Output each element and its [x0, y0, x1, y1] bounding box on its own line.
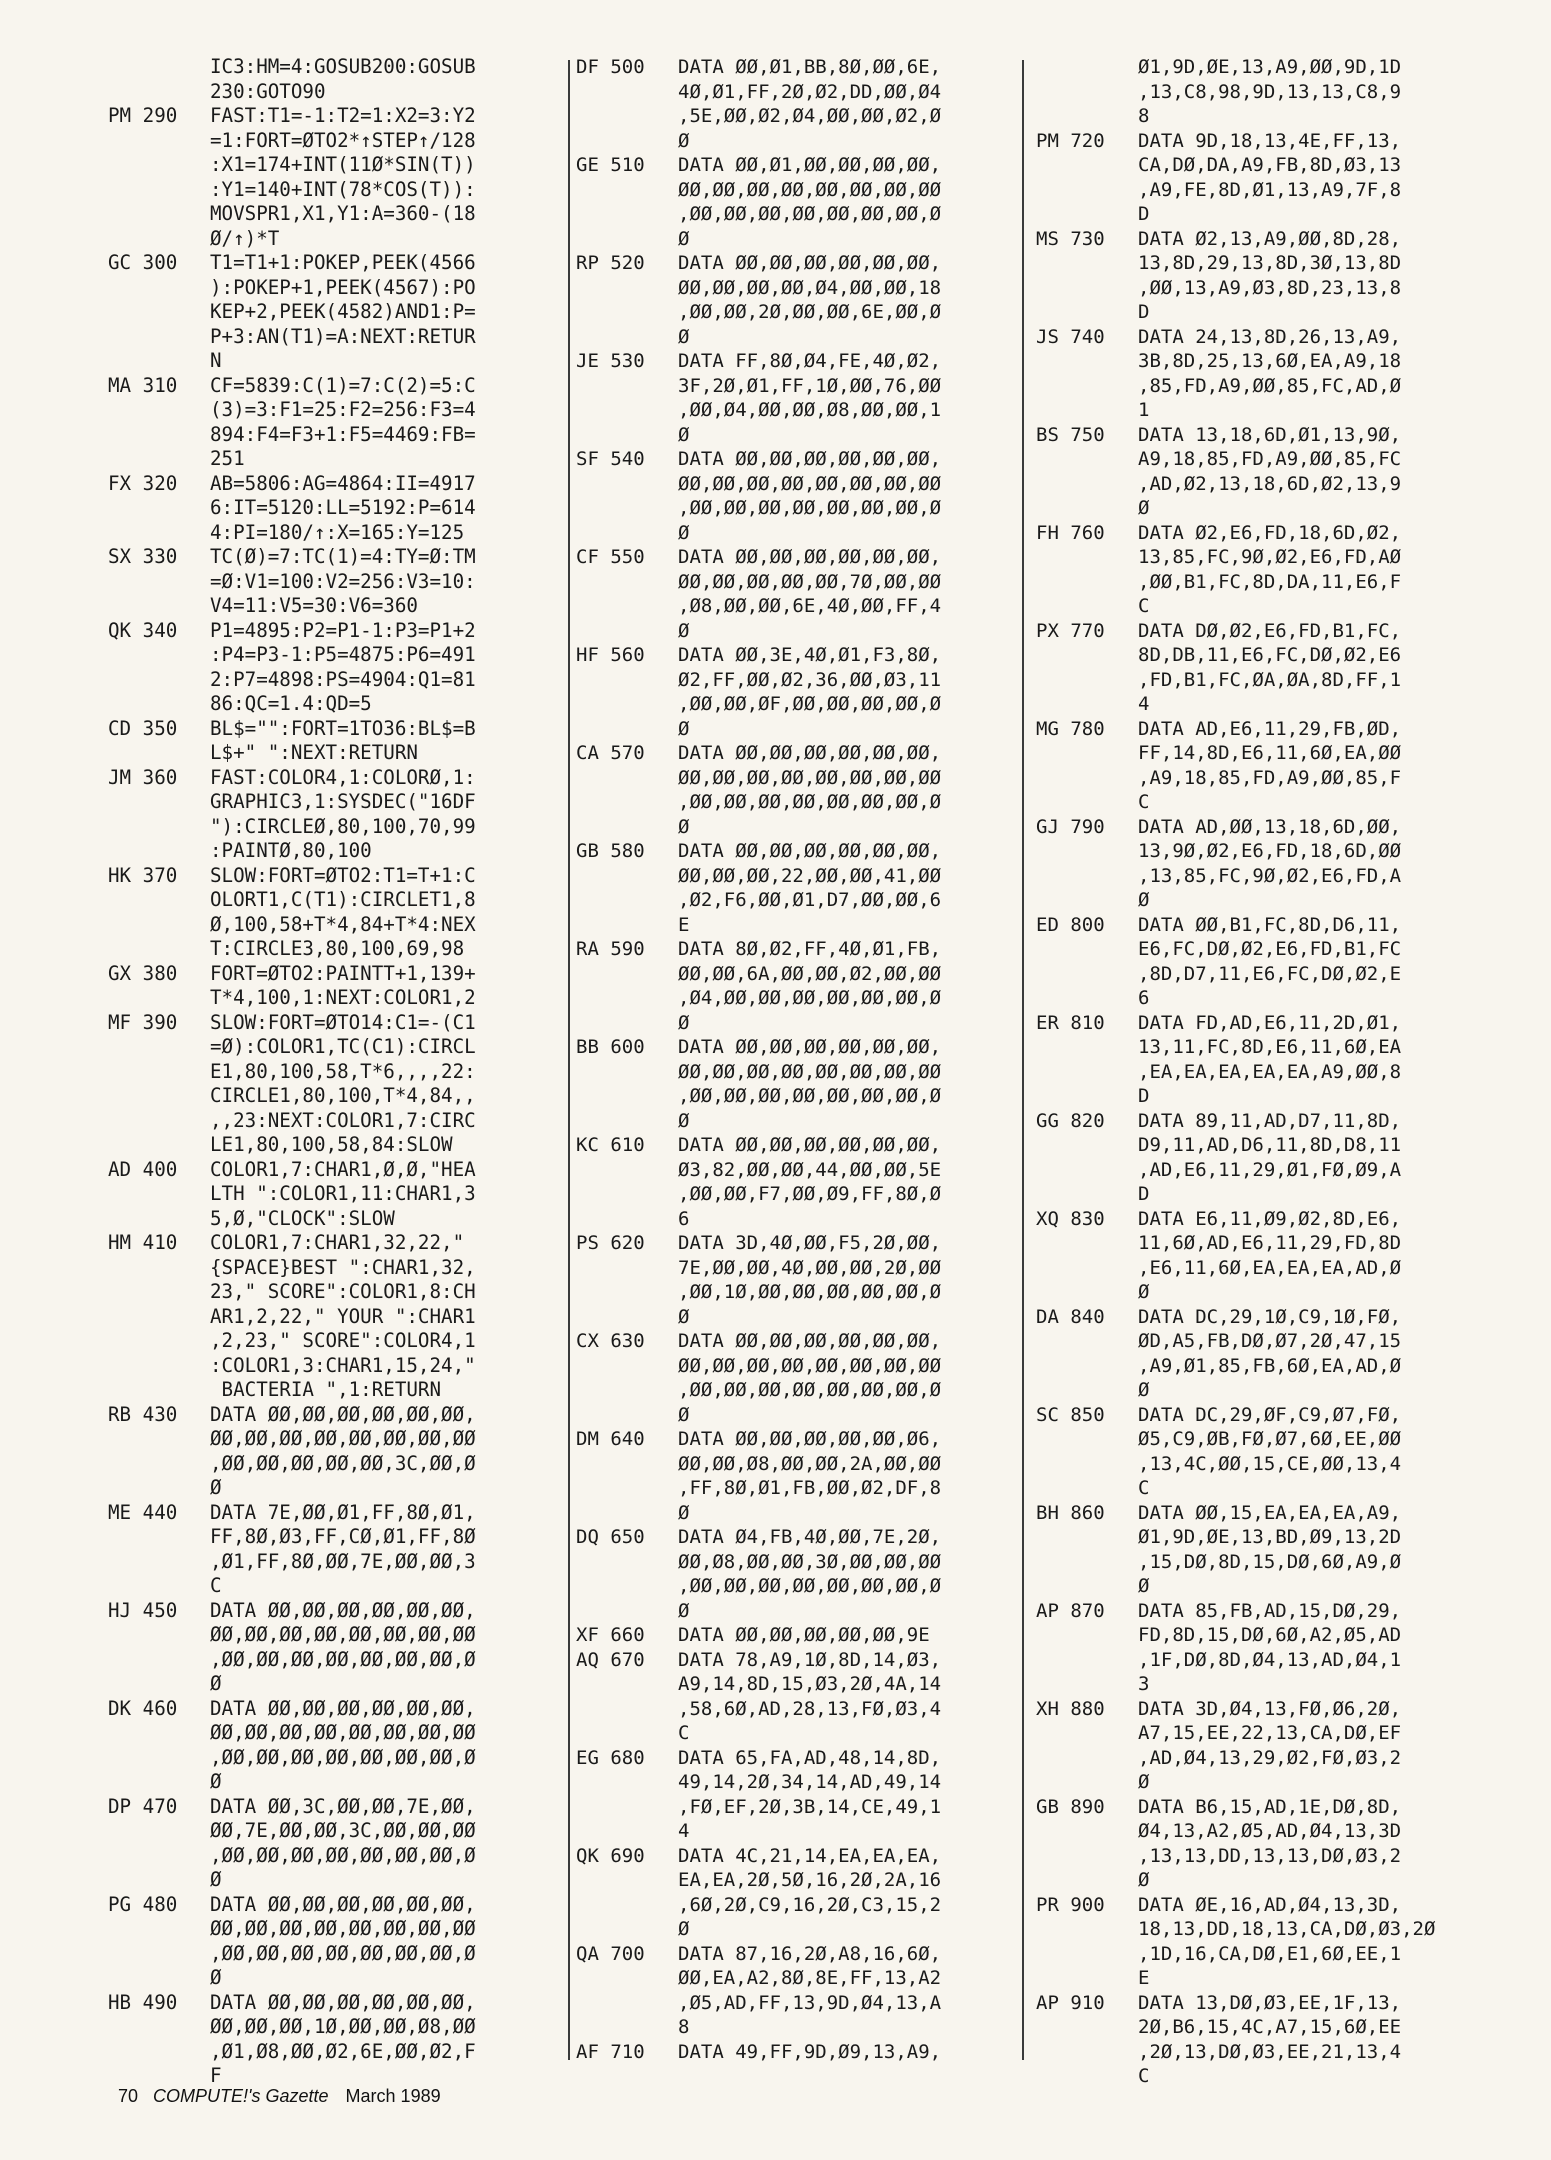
listing-code: DATA 13,18,6D,Ø1,13,9Ø, A9,18,85,FD,A9,ØØ,85,FC ,AD,Ø2,13,18,6D,Ø2,13,9 Ø [1138, 423, 1402, 519]
listing-code: P1=4895:P2=P1-1:P3=P1+2 :P4=P3-1:P5=4875:P6=491 2:P7=4898:PS=4904:Q1=81 86:QC=1.4:QD=5 [210, 618, 476, 715]
listing-line [108, 1501, 563, 1599]
checksum-line-label: PS 620 [576, 1232, 645, 1254]
listing-code: DATA 78,A9,1Ø,8D,14,Ø3, A9,14,8D,15,Ø3,2Ø,4A,14 ,58,6Ø,AD,28,13,FØ,Ø3,4 C [678, 1648, 942, 1744]
checksum-line-label: HK 370 [108, 863, 178, 887]
listing-code: BL$="":FORT=1TO36:BL$=B L$+" ":NEXT:RETURN [210, 716, 476, 764]
checksum-line-label: XF 660 [576, 1624, 645, 1646]
listing-code: DATA ØØ,ØØ,ØØ,ØØ,ØØ,Ø6, ØØ,ØØ,Ø8,ØØ,ØØ,2A,ØØ,ØØ ,FF,8Ø,Ø1,FB,ØØ,Ø2,DF,8 Ø [678, 1428, 942, 1524]
listing-line [1036, 1697, 1544, 1795]
listing-line [1036, 1207, 1544, 1305]
listing-code: DATA AD,ØØ,13,18,6D,ØØ, 13,9Ø,Ø2,E6,FD,18,6D,ØØ ,13,85,FC,9Ø,Ø2,E6,FD,A Ø [1138, 815, 1402, 911]
listing-code: DATA ØØ,ØØ,ØØ,ØØ,ØØ,ØØ, ØØ,ØØ,ØØ,22,ØØ,ØØ,41,ØØ ,Ø2,F6,ØØ,Ø1,D7,ØØ,ØØ,6 E [678, 840, 942, 936]
checksum-line-label: FH 760 [1036, 521, 1105, 544]
listing-line [108, 545, 563, 619]
checksum-line-label: CD 350 [108, 716, 178, 740]
listing-line [576, 55, 1008, 153]
checksum-line-label: HB 490 [108, 1990, 178, 2014]
checksum-line-label: HF 560 [576, 644, 645, 666]
listing-code: DATA ØØ,ØØ,ØØ,ØØ,ØØ,ØØ, ØØ,ØØ,ØØ,ØØ,ØØ,ØØ,ØØ,ØØ ,ØØ,ØØ,ØØ,ØØ,ØØ,ØØ,ØØ,Ø Ø [210, 1598, 476, 1695]
checksum-line-label: SX 330 [108, 545, 178, 568]
listing-code: DATA ØØ,ØØ,ØØ,ØØ,ØØ,ØØ, ØØ,ØØ,ØØ,ØØ,ØØ,ØØ,ØØ,ØØ ,ØØ,ØØ,ØØ,ØØ,ØØ,ØØ,ØØ,Ø Ø [678, 742, 942, 838]
listing-column-3 [1036, 55, 1544, 2089]
listing-line [108, 251, 563, 374]
listing-code: DATA ØØ,ØØ,ØØ,ØØ,ØØ,ØØ, ØØ,ØØ,ØØ,ØØ,ØØ,7Ø,ØØ,ØØ ,Ø8,ØØ,ØØ,6E,4Ø,ØØ,FF,4 Ø [678, 546, 942, 642]
listing-line [576, 1427, 1008, 1525]
checksum-line-label: MF 390 [108, 1010, 178, 1034]
checksum-line-label: EG 680 [576, 1746, 645, 1769]
listing-code: DATA 85,FB,AD,15,DØ,29, FD,8D,15,DØ,6Ø,A2,Ø5,AD ,1F,DØ,8D,Ø4,13,AD,Ø4,1 3 [1138, 1599, 1402, 1695]
listing-column-2 [576, 55, 1008, 2064]
listing-column-1 [108, 55, 563, 2089]
checksum-line-label: DQ 650 [576, 1526, 645, 1548]
listing-code: CF=5839:C(1)=7:C(2)=5:C (3)=3:F1=25:F2=256:F3=4 894:F4=F3+1:F5=4469:FB= 251 [210, 373, 476, 470]
checksum-line-label: RA 590 [576, 938, 645, 960]
listing-line [1036, 1011, 1544, 1109]
listing-code: SLOW:FORT=ØTO14:C1=-(C1 =Ø):COLOR1,TC(C1):CIRCL E1,80,100,58,T*6,,,,22: CIRCLE1,80,100,T*4,84,, ,,23:NEXT:COLOR1,7:CIRC LE1,80,100,58,84:SLOW [210, 1010, 476, 1156]
page-number: 70 [118, 2086, 139, 2106]
listing-code: DATA ØØ,ØØ,ØØ,ØØ,ØØ,ØØ, Ø3,82,ØØ,ØØ,44,ØØ,ØØ,5E ,ØØ,ØØ,F7,ØØ,Ø9,FF,8Ø,Ø 6 [678, 1134, 942, 1230]
listing-code: DATA 87,16,2Ø,A8,16,6Ø, ØØ,EA,A2,8Ø,8E,FF,13,A2 ,Ø5,AD,FF,13,9D,Ø4,13,A 8 [678, 1942, 942, 2038]
listing-line [108, 619, 563, 717]
checksum-line-label: DP 470 [108, 1794, 178, 1818]
listing-code: DATA 49,FF,9D,Ø9,13,A9, [678, 2040, 942, 2063]
listing-line [576, 937, 1008, 1035]
listing-code: FORT=ØTO2:PAINTT+1,139+ T*4,100,1:NEXT:COLOR1,2 [210, 961, 476, 1009]
listing-code: DATA 89,11,AD,D7,11,8D, D9,11,AD,D6,11,8D,D8,11 ,AD,E6,11,29,Ø1,FØ,Ø9,A D [1138, 1109, 1402, 1205]
listing-line [1036, 1893, 1544, 1991]
magazine-title: COMPUTE!'s Gazette [153, 2086, 329, 2106]
listing-line [576, 1231, 1008, 1329]
checksum-line-label: MA 310 [108, 373, 178, 397]
checksum-line-label: GB 580 [576, 840, 645, 862]
checksum-line-label: GC 300 [108, 251, 178, 274]
checksum-line-label: JM 360 [108, 765, 178, 789]
listing-line [1036, 1991, 1544, 2089]
listing-code: DATA ØØ,Ø1,ØØ,ØØ,ØØ,ØØ, ØØ,ØØ,ØØ,ØØ,ØØ,ØØ,ØØ,ØØ ,ØØ,ØØ,ØØ,ØØ,ØØ,ØØ,ØØ,Ø Ø [678, 154, 942, 250]
listing-line [1036, 1599, 1544, 1697]
listing-line [108, 1158, 563, 1232]
listing-code: DATA ØØ,ØØ,ØØ,ØØ,ØØ,ØØ, ØØ,ØØ,ØØ,ØØ,ØØ,ØØ,ØØ,ØØ ,ØØ,ØØ,ØØ,ØØ,ØØ,ØØ,ØØ,Ø Ø [678, 448, 942, 544]
checksum-line-label: HM 410 [108, 1231, 178, 1254]
listing-line [108, 1795, 563, 1893]
issue-date: March 1989 [345, 2086, 441, 2106]
listing-code: DATA ØØ,ØØ,ØØ,ØØ,ØØ,ØØ, ØØ,ØØ,ØØ,ØØ,ØØ,ØØ,ØØ,ØØ ,ØØ,ØØ,ØØ,ØØ,ØØ,ØØ,ØØ,Ø Ø [210, 1696, 476, 1793]
listing-line [576, 1035, 1008, 1133]
listing-code: DATA ØØ,ØØ,ØØ,ØØ,ØØ,ØØ, ØØ,ØØ,ØØ,ØØ,ØØ,ØØ,ØØ,ØØ ,ØØ,ØØ,ØØ,ØØ,ØØ,ØØ,ØØ,Ø Ø [678, 1330, 942, 1426]
listing-line [108, 1011, 563, 1158]
listing-code: TC(Ø)=7:TC(1)=4:TY=Ø:TM =Ø:V1=100:V2=256:V3=10: V4=11:V5=30:V6=360 [210, 545, 476, 617]
listing-code: DATA 4C,21,14,EA,EA,EA, EA,EA,2Ø,5Ø,16,2Ø,2A,16 ,6Ø,2Ø,C9,16,2Ø,C3,15,2 Ø [678, 1844, 942, 1940]
listing-code: DATA DC,29,1Ø,C9,1Ø,FØ, ØD,A5,FB,DØ,Ø7,2Ø,47,15 ,A9,Ø1,85,FB,6Ø,EA,AD,Ø Ø [1138, 1305, 1402, 1401]
listing-line [576, 839, 1008, 937]
listing-line [1036, 423, 1544, 521]
checksum-line-label: CF 550 [576, 546, 645, 568]
checksum-line-label: SC 850 [1036, 1403, 1105, 1426]
listing-line [576, 1844, 1008, 1942]
checksum-line-label: QA 700 [576, 1942, 645, 1965]
listing-line [576, 1746, 1008, 1844]
checksum-line-label: MS 730 [1036, 227, 1105, 250]
listing-line [1036, 1795, 1544, 1893]
checksum-line-label: PX 770 [1036, 619, 1105, 642]
listing-line [576, 1329, 1008, 1427]
checksum-line-label: GG 820 [1036, 1109, 1105, 1132]
listing-code: DATA E6,11,Ø9,Ø2,8D,E6, 11,6Ø,AD,E6,11,29,FD,8D ,E6,11,6Ø,EA,EA,EA,AD,Ø Ø [1138, 1207, 1402, 1303]
listing-code: DATA ØØ,ØØ,ØØ,ØØ,ØØ,ØØ, ØØ,ØØ,ØØ,ØØ,ØØ,ØØ,ØØ,ØØ ,ØØ,ØØ,ØØ,ØØ,ØØ,ØØ,ØØ,Ø Ø [678, 1036, 942, 1132]
listing-code: DATA 3D,4Ø,ØØ,F5,2Ø,ØØ, 7E,ØØ,ØØ,4Ø,ØØ,ØØ,2Ø,ØØ ,ØØ,1Ø,ØØ,ØØ,ØØ,ØØ,ØØ,Ø Ø [678, 1232, 942, 1328]
listing-line [1036, 129, 1544, 227]
listing-line [1036, 913, 1544, 1011]
checksum-line-label: GJ 790 [1036, 815, 1105, 838]
listing-line [1036, 1501, 1544, 1599]
listing-line [576, 1942, 1008, 2040]
listing-line [576, 1648, 1008, 1746]
listing-line [108, 1697, 563, 1795]
checksum-line-label: PR 900 [1036, 1893, 1105, 1916]
listing-code: DATA 24,13,8D,26,13,A9, 3B,8D,25,13,6Ø,EA,A9,18 ,85,FD,A9,ØØ,85,FC,AD,Ø 1 [1138, 325, 1402, 421]
listing-line [108, 1231, 563, 1403]
listing-line [576, 251, 1008, 349]
listing-code: DATA Ø2,E6,FD,18,6D,Ø2, 13,85,FC,9Ø,Ø2,E6,FD,AØ ,ØØ,B1,FC,8D,DA,11,E6,F C [1138, 521, 1402, 617]
column-divider [1022, 60, 1024, 2060]
listing-line [108, 864, 563, 962]
listing-code: DATA DØ,Ø2,E6,FD,B1,FC, 8D,DB,11,E6,FC,DØ,Ø2,E6 ,FD,B1,FC,ØA,ØA,8D,FF,1 4 [1138, 619, 1402, 715]
listing-line [108, 1403, 563, 1501]
checksum-line-label: DF 500 [576, 56, 645, 78]
page-footer [118, 2086, 441, 2107]
checksum-line-label: AP 910 [1036, 1991, 1105, 2014]
checksum-line-label: RP 520 [576, 252, 645, 274]
listing-code: DATA 65,FA,AD,48,14,8D, 49,14,2Ø,34,14,AD,49,14 ,FØ,EF,2Ø,3B,14,CE,49,1 4 [678, 1746, 942, 1842]
listing-code: Ø1,9D,ØE,13,A9,ØØ,9D,1D ,13,C8,98,9D,13,13,C8,9 8 [1138, 56, 1402, 127]
listing-code: DATA ØØ,B1,FC,8D,D6,11, E6,FC,DØ,Ø2,E6,FD,B1,FC ,8D,D7,11,E6,FC,DØ,Ø2,E 6 [1138, 913, 1402, 1009]
checksum-line-label: CA 570 [576, 742, 645, 764]
checksum-line-label: BS 750 [1036, 423, 1105, 446]
listing-code: DATA Ø4,FB,4Ø,ØØ,7E,2Ø, ØØ,Ø8,ØØ,ØØ,3Ø,ØØ,ØØ,ØØ ,ØØ,ØØ,ØØ,ØØ,ØØ,ØØ,ØØ,Ø Ø [678, 1526, 942, 1622]
listing-line [108, 472, 563, 546]
listing-code: DATA FF,8Ø,Ø4,FE,4Ø,Ø2, 3F,2Ø,Ø1,FF,1Ø,ØØ,76,ØØ ,ØØ,Ø4,ØØ,ØØ,Ø8,ØØ,ØØ,1 Ø [678, 350, 942, 446]
listing-code: DATA ØØ,15,EA,EA,EA,A9, Ø1,9D,ØE,13,BD,Ø9,13,2D ,15,DØ,8D,15,DØ,6Ø,A9,Ø Ø [1138, 1501, 1402, 1597]
checksum-line-label: AF 710 [576, 2040, 645, 2063]
checksum-line-label: DM 640 [576, 1428, 645, 1450]
listing-line [108, 374, 563, 472]
column-divider [568, 60, 570, 2060]
listing-line [576, 643, 1008, 741]
listing-code: SLOW:FORT=ØTO2:T1=T+1:C OLORT1,C(T1):CIRCLET1,8 Ø,100,58+T*4,84+T*4:NEX T:CIRCLE3,80,100,69,98 [210, 863, 476, 960]
listing-code: DATA ØØ,3E,4Ø,Ø1,F3,8Ø, Ø2,FF,ØØ,Ø2,36,ØØ,Ø3,11 ,ØØ,ØØ,ØF,ØØ,ØØ,ØØ,ØØ,Ø Ø [678, 644, 942, 740]
listing-line [1036, 619, 1544, 717]
listing-line [1036, 815, 1544, 913]
listing-code: DATA 9D,18,13,4E,FF,13, CA,DØ,DA,A9,FB,8D,Ø3,13 ,A9,FE,8D,Ø1,13,A9,7F,8 D [1138, 129, 1402, 225]
listing-line [576, 447, 1008, 545]
checksum-line-label: DA 840 [1036, 1305, 1105, 1328]
listing-code: COLOR1,7:CHAR1,Ø,Ø,"HEA LTH ":COLOR1,11:CHAR1,3 5,Ø,"CLOCK":SLOW [210, 1157, 476, 1230]
listing-line [1036, 55, 1544, 129]
listing-code: DATA 7E,ØØ,Ø1,FF,8Ø,Ø1, FF,8Ø,Ø3,FF,CØ,Ø1,FF,8Ø ,Ø1,FF,8Ø,ØØ,7E,ØØ,ØØ,3 C [210, 1500, 476, 1597]
listing-line [576, 2040, 1008, 2065]
listing-line [108, 55, 563, 104]
listing-line [576, 545, 1008, 643]
checksum-line-label: KC 610 [576, 1134, 645, 1156]
listing-code: DATA 8Ø,Ø2,FF,4Ø,Ø1,FB, ØØ,ØØ,6A,ØØ,ØØ,Ø2,ØØ,ØØ ,Ø4,ØØ,ØØ,ØØ,ØØ,ØØ,ØØ,Ø Ø [678, 938, 942, 1034]
listing-code: DATA ØØ,Ø1,BB,8Ø,ØØ,6E, 4Ø,Ø1,FF,2Ø,Ø2,DD,ØØ,Ø4 ,5E,ØØ,Ø2,Ø4,ØØ,ØØ,Ø2,Ø Ø [678, 56, 942, 152]
listing-line [576, 1623, 1008, 1648]
checksum-line-label: PM 290 [108, 104, 178, 127]
checksum-line-label: PM 720 [1036, 129, 1105, 152]
checksum-line-label: XQ 830 [1036, 1207, 1105, 1230]
checksum-line-label: BH 860 [1036, 1501, 1105, 1524]
listing-line [1036, 1109, 1544, 1207]
checksum-line-label: MG 780 [1036, 717, 1105, 740]
checksum-line-label: BB 600 [576, 1036, 645, 1058]
checksum-line-label: XH 880 [1036, 1697, 1105, 1720]
checksum-line-label: DK 460 [108, 1696, 178, 1720]
listing-code: AB=5806:AG=4864:II=4917 6:IT=5120:LL=5192:P=614 4:PI=180/↑:X=165:Y=125 [210, 471, 476, 544]
checksum-line-label: AP 870 [1036, 1599, 1105, 1622]
checksum-line-label: PG 480 [108, 1892, 178, 1916]
checksum-line-label: JS 740 [1036, 325, 1105, 348]
listing-code: DATA FD,AD,E6,11,2D,Ø1, 13,11,FC,8D,E6,11,6Ø,EA ,EA,EA,EA,EA,EA,A9,ØØ,8 D [1138, 1011, 1402, 1107]
listing-code: DATA B6,15,AD,1E,DØ,8D, Ø4,13,A2,Ø5,AD,Ø4,13,3D ,13,13,DD,13,13,DØ,Ø3,2 Ø [1138, 1795, 1402, 1891]
listing-line [1036, 717, 1544, 815]
checksum-line-label: QK 690 [576, 1844, 645, 1867]
listing-line [108, 1893, 563, 1991]
listing-line [1036, 325, 1544, 423]
listing-line [576, 1133, 1008, 1231]
listing-code: DATA 3D,Ø4,13,FØ,Ø6,2Ø, A7,15,EE,22,13,CA,DØ,EF ,AD,Ø4,13,29,Ø2,FØ,Ø3,2 Ø [1138, 1697, 1402, 1793]
checksum-line-label: AD 400 [108, 1157, 178, 1181]
checksum-line-label: ER 810 [1036, 1011, 1105, 1034]
listing-line [108, 717, 563, 766]
listing-code: DATA ØØ,ØØ,ØØ,ØØ,ØØ,ØØ, ØØ,ØØ,ØØ,1Ø,ØØ,ØØ,Ø8,ØØ ,Ø1,Ø8,ØØ,Ø2,6E,ØØ,Ø2,F F [210, 1990, 476, 2087]
checksum-line-label: RB 430 [108, 1402, 178, 1426]
listing-code: COLOR1,7:CHAR1,32,22," {SPACE}BEST ":CHAR1,32, 23," SCORE":COLOR1,8:CH AR1,2,22," YOUR ":CHAR1 ,2,23," SCORE":COLOR4,1 :COLOR1,3:CHAR1,15,24," BACTERIA ",1:RETURN [210, 1231, 476, 1401]
listing-line [1036, 521, 1544, 619]
listing-code: DATA ØØ,3C,ØØ,ØØ,7E,ØØ, ØØ,7E,ØØ,ØØ,3C,ØØ,ØØ,ØØ ,ØØ,ØØ,ØØ,ØØ,ØØ,ØØ,ØØ,Ø Ø [210, 1794, 476, 1891]
listing-line [576, 349, 1008, 447]
checksum-line-label: HJ 450 [108, 1598, 178, 1622]
listing-code: DATA DC,29,ØF,C9,Ø7,FØ, Ø5,C9,ØB,FØ,Ø7,6Ø,EE,ØØ ,13,4C,ØØ,15,CE,ØØ,13,4 C [1138, 1403, 1402, 1499]
checksum-line-label: AQ 670 [576, 1648, 645, 1671]
listing-code: DATA ØØ,ØØ,ØØ,ØØ,ØØ,ØØ, ØØ,ØØ,ØØ,ØØ,ØØ,ØØ,ØØ,ØØ ,ØØ,ØØ,ØØ,ØØ,ØØ,ØØ,ØØ,Ø Ø [210, 1892, 476, 1989]
listing-line [108, 962, 563, 1011]
listing-line [576, 1525, 1008, 1623]
checksum-line-label: JE 530 [576, 350, 645, 372]
listing-code: DATA 13,DØ,Ø3,EE,1F,13, 2Ø,B6,15,4C,A7,15,6Ø,EE ,2Ø,13,DØ,Ø3,EE,21,13,4 C [1138, 1991, 1402, 2087]
listing-line [1036, 227, 1544, 325]
listing-line [108, 766, 563, 864]
listing-line [1036, 1403, 1544, 1501]
listing-line [576, 741, 1008, 839]
listing-code: FAST:COLOR4,1:COLORØ,1: GRAPHIC3,1:SYSDEC("16DF "):CIRCLEØ,80,100,70,99 :PAINTØ,80,100 [210, 765, 476, 862]
listing-code: FAST:T1=-1:T2=1:X2=3:Y2 =1:FORT=ØTO2*↑STEP↑/128 :X1=174+INT(11Ø*SIN(T)) :Y1=140+INT(78*COS(T)): MOVSPR1,X1,Y1:A=360-(18 Ø/↑)*T [210, 104, 476, 250]
listing-code: DATA ØØ,ØØ,ØØ,ØØ,ØØ,ØØ, ØØ,ØØ,ØØ,ØØ,ØØ,ØØ,ØØ,ØØ ,ØØ,ØØ,ØØ,ØØ,ØØ,3C,ØØ,Ø Ø [210, 1402, 476, 1499]
checksum-line-label: FX 320 [108, 471, 178, 495]
checksum-line-label: QK 340 [108, 618, 178, 642]
checksum-line-label: ME 440 [108, 1500, 178, 1524]
checksum-line-label: GX 380 [108, 961, 178, 985]
listing-code: T1=T1+1:POKEP,PEEK(4566 ):POKEP+1,PEEK(4567):PO KEP+2,PEEK(4582)AND1:P= P+3:AN(T1)=A:NEXT:RETUR N [210, 251, 476, 372]
listing-code: IC3:HM=4:GOSUB200:GOSUB 230:GOTO90 [210, 55, 476, 103]
listing-code: DATA ØØ,ØØ,ØØ,ØØ,ØØ,9E [678, 1624, 930, 1646]
listing-code: DATA Ø2,13,A9,ØØ,8D,28, 13,8D,29,13,8D,3Ø,13,8D ,ØØ,13,A9,Ø3,8D,23,13,8 D [1138, 227, 1402, 323]
checksum-line-label: GB 890 [1036, 1795, 1105, 1818]
listing-code: DATA AD,E6,11,29,FB,ØD, FF,14,8D,E6,11,6Ø,EA,ØØ ,A9,18,85,FD,A9,ØØ,85,F C [1138, 717, 1402, 813]
checksum-line-label: SF 540 [576, 448, 645, 470]
checksum-line-label: ED 800 [1036, 913, 1105, 936]
checksum-line-label: CX 630 [576, 1330, 645, 1352]
listing-code: DATA ØØ,ØØ,ØØ,ØØ,ØØ,ØØ, ØØ,ØØ,ØØ,ØØ,Ø4,ØØ,ØØ,18 ,ØØ,ØØ,2Ø,ØØ,ØØ,6E,ØØ,Ø Ø [678, 252, 942, 348]
listing-line [108, 1991, 563, 2089]
listing-code: DATA ØE,16,AD,Ø4,13,3D, 18,13,DD,18,13,CA,DØ,Ø3,2Ø ,1D,16,CA,DØ,E1,6Ø,EE,1 E [1138, 1893, 1436, 1989]
listing-line [108, 1599, 563, 1697]
listing-line [576, 153, 1008, 251]
listing-line [108, 104, 563, 251]
checksum-line-label: GE 510 [576, 154, 645, 176]
listing-line [1036, 1305, 1544, 1403]
